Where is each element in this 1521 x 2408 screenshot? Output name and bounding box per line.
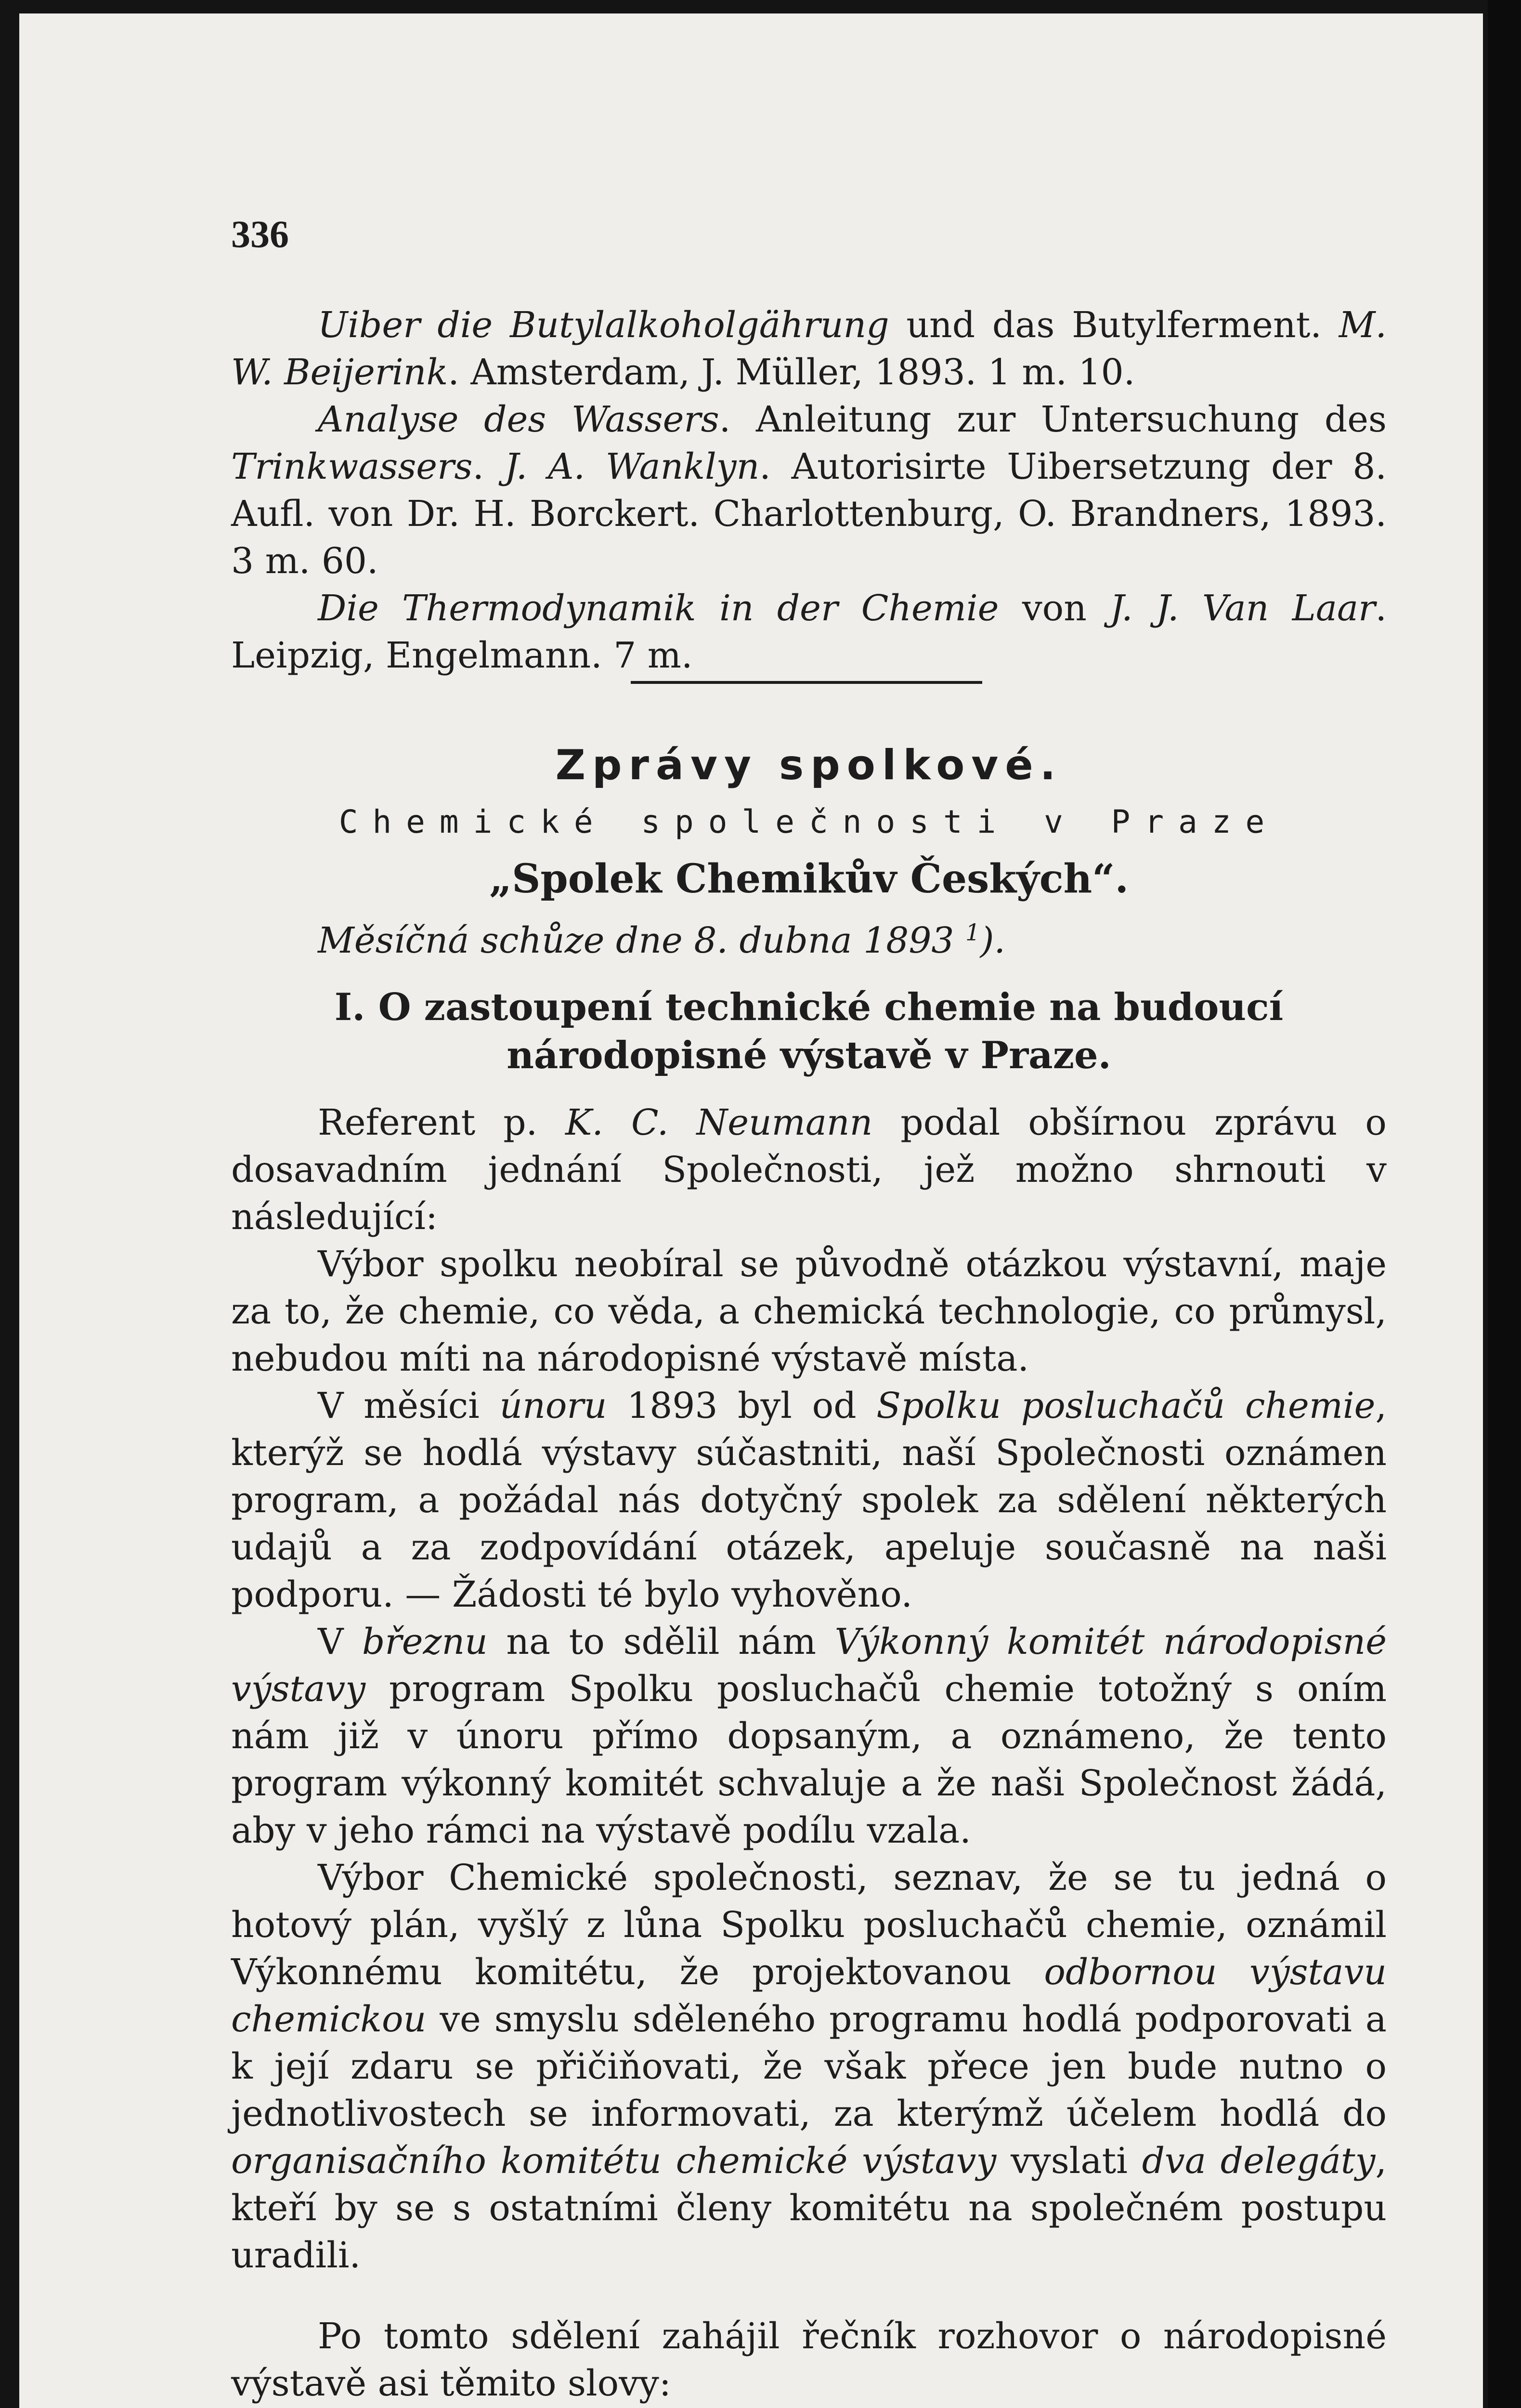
section-divider	[631, 681, 982, 684]
bib-text: von	[999, 588, 1110, 629]
bib-author: M. W. Beijerink	[231, 304, 1387, 393]
bib-author: J. J. Van Laar	[1110, 588, 1376, 629]
bib-entry	[231, 585, 1387, 679]
paragraph	[231, 1854, 1387, 2279]
section-title: I. O zastoupení technické chemie na budoucí národopisné výstavě v Praze.	[334, 985, 1284, 1077]
bib-publisher: . Amsterdam, J. Müller, 1893. 1 m. 10.	[448, 352, 1135, 393]
referent-name: K. C. Neumann	[565, 1102, 873, 1143]
paragraph	[231, 1618, 1387, 1854]
bib-title: Analyse des Wassers	[318, 399, 719, 440]
bibliography	[231, 301, 1387, 679]
bib-entry	[231, 301, 1387, 396]
text: ve smyslu sděleného programu hodlá podporovati a k její zdaru se přičiňovati, že však přece jen bude nutno o jednotlivostech se informovati, za kterýmž účelem hodlá do	[231, 1999, 1387, 2134]
paragraph: Výbor spolku neobíral se původně otázkou výstavní, maje za to, že chemie, co věda, a chemická technologie, co průmysl, nebudou míti na národopisné výstavě místa.	[231, 1243, 1387, 1379]
scanned-page	[19, 13, 1483, 2408]
text: program Spolku posluchačů chemie totožný s oním nám již v únoru přímo dopsaným, a oznámeno, že tento program výkonný komitét schvaluje a že naši Společnost žádá, aby v jeho rámci na výstavě podílu vzala.	[231, 1668, 1387, 1851]
bib-title: Die Thermodynamik in der Chemie	[318, 588, 999, 629]
bib-publisher: . Leipzig, Engelmann. 7 m.	[231, 588, 1387, 676]
meeting-line	[318, 917, 1387, 964]
footnote-ref: 1	[965, 919, 980, 946]
text: , kterýž se hodlá výstavy súčastniti, naší Společnosti oznámen program, a požádal nás dotyčný spolek za sdělení některých udajů a za zodpovídání otázek, apeluje současně na naši podporu. — Žádosti té bylo vyhověno.	[231, 1385, 1387, 1615]
emphasis: Spolku posluchačů chemie	[876, 1385, 1376, 1426]
society-heading: Chemické společnosti v Praze	[338, 803, 1279, 840]
text: Výbor Chemické společnosti, seznav, že se tu jedná o hotový plán, vyšlý z lůna Spolku posluchačů chemie, oznámil Výkonnému komitétu, že projektovanou	[231, 1857, 1387, 1993]
bib-title: Trinkwassers	[231, 446, 473, 487]
text: vyslati	[996, 2140, 1142, 2182]
text: na to sdělil nám	[487, 1621, 835, 1662]
article-body	[231, 1099, 1387, 2407]
meeting-text: Měsíčná schůze dne 8. dubna 1893	[318, 920, 954, 961]
emphasis: Výkonný komitét národopisné výstavy	[231, 1621, 1387, 1710]
emphasis: odbornou výstavu chemickou	[231, 1951, 1387, 2040]
emphasis: březnu	[362, 1621, 488, 1662]
paragraph	[231, 1382, 1387, 1618]
bib-text: .	[472, 446, 505, 487]
bib-text: und das Butylferment.	[889, 304, 1339, 346]
emphasis: organisačního komitétu chemické výstavy	[231, 2140, 997, 2182]
text: Referent p.	[318, 1102, 566, 1143]
scan-edge	[1488, 0, 1521, 2408]
heading-spolkove: Zprávy spolkové.	[555, 741, 1063, 789]
text: podal obšírnou zprávu o dosavadním jednání Společnosti, jež možno shrnouti v následující:	[231, 1102, 1387, 1238]
text: , kteří by se s ostatními členy komitétu na společném postupu uradili.	[231, 2140, 1387, 2276]
emphasis: dva delegáty	[1142, 2140, 1376, 2182]
paragraph	[231, 1099, 1387, 1241]
text: V měsíci	[318, 1385, 500, 1426]
bib-title: Uiber die Butylalkoholgährung	[318, 304, 889, 346]
meeting-close: ).	[980, 920, 1005, 961]
bib-entry	[231, 396, 1387, 585]
page-content	[231, 211, 1387, 2408]
bib-publisher: . Autorisirte Uibersetzung der 8. Aufl. von Dr. H. Borckert. Charlottenburg, O. Brandners, 1893. 3 m. 60.	[231, 446, 1387, 582]
emphasis: únoru	[499, 1385, 607, 1426]
text: 1893 byl od	[607, 1385, 877, 1426]
bib-author: J. A. Wanklyn	[504, 446, 760, 487]
society-name: „Spolek Chemikův Českých“.	[489, 856, 1129, 902]
page-number: 336	[231, 213, 289, 256]
bib-text: . Anleitung zur Untersuchung des	[719, 399, 1387, 440]
text: V	[318, 1621, 362, 1662]
paragraph: Po tomto sdělení zahájil řečník rozhovor o národopisné výstavě asi těmito slovy:	[231, 2316, 1387, 2404]
